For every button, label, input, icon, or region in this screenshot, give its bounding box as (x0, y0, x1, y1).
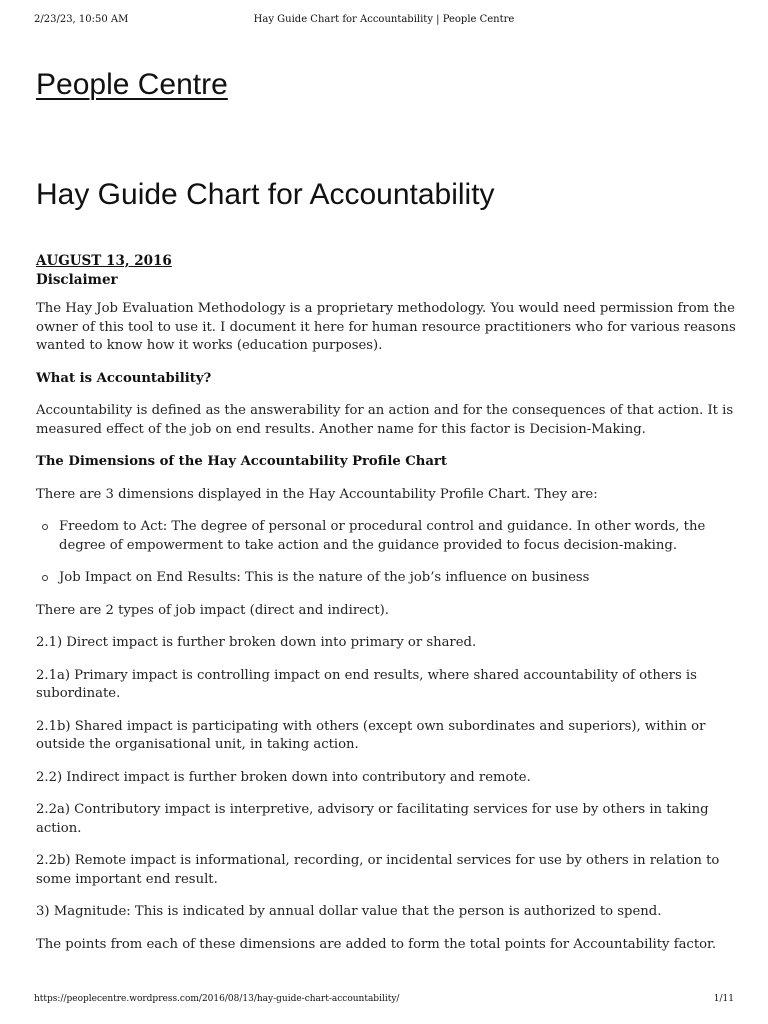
post-content (36, 252, 736, 968)
dimensions-list (36, 518, 736, 588)
print-footer (34, 994, 734, 1008)
remote-impact-text: 2.2b) Remote impact is informational, recording, or incidental services for use by others in relation to some important end result. (36, 853, 720, 887)
circle-bullet-icon (42, 524, 48, 530)
disclaimer-heading: Disclaimer (36, 271, 118, 288)
circle-bullet-icon (42, 575, 48, 581)
accountability-heading: What is Accountability? (36, 370, 212, 386)
accountability-text: Accountability is defined as the answerability for an action and for the consequences of that action. It is measured effect of the job on end results. Another name for this factor is Decision-Making. (36, 403, 734, 437)
list-item-text: Job Impact on End Results: This is the nature of the job’s influence on business (59, 570, 590, 585)
print-header (34, 14, 734, 28)
list-item (59, 569, 736, 588)
contributory-impact-text: 2.2a) Contributory impact is interpretive, advisory or facilitating services for use by others in taking action. (36, 802, 709, 836)
magnitude-text: 3) Magnitude: This is indicated by annual dollar value that the person is authorized to spend. (36, 904, 662, 919)
direct-impact-text: 2.1) Direct impact is further broken down into primary or shared. (36, 635, 477, 650)
indirect-impact-text: 2.2) Indirect impact is further broken down into contributory and remote. (36, 769, 531, 785)
list-item (59, 518, 736, 555)
disclaimer-text: The Hay Job Evaluation Methodology is a proprietary methodology. You would need permission from the owner of this tool to use it. I document it here for human resource practitioners who for various reasons wanted to know how it works (education purposes). (36, 301, 736, 353)
shared-impact-text: 2.1b) Shared impact is participating with others (except own subordinates and superiors), within or outside the organisational unit, in taking action. (36, 718, 706, 752)
dimensions-intro: There are 3 dimensions displayed in the Hay Accountability Profile Chart. They are: (36, 486, 598, 502)
post-date-link[interactable]: AUGUST 13, 2016 (36, 253, 172, 269)
print-page-title: Hay Guide Chart for Accountability | People Centre (253, 14, 515, 25)
dimensions-heading: The Dimensions of the Hay Accountability Profile Chart (36, 454, 447, 469)
site-title-link[interactable]: People Centre (36, 68, 228, 101)
total-points-text: The points from each of these dimensions are added to form the total points for Accountability factor. (36, 936, 717, 952)
print-url: https://peoplecentre.wordpress.com/2016/08/13/hay-guide-chart-accountability/ (34, 994, 400, 1004)
list-item-text: Freedom to Act: The degree of personal or procedural control and guidance. In other words, the degree of empowerment to take action and the guidance provided to focus decision-making. (59, 519, 706, 553)
post-title: Hay Guide Chart for Accountability (36, 178, 495, 211)
print-page-number: 1/11 (713, 994, 734, 1004)
primary-impact-text: 2.1a) Primary impact is controlling impact on end results, where shared accountability of others is subordinate. (36, 667, 697, 701)
impact-types-text: There are 2 types of job impact (direct and indirect). (36, 602, 389, 618)
print-datetime: 2/23/23, 10:50 AM (34, 14, 129, 25)
